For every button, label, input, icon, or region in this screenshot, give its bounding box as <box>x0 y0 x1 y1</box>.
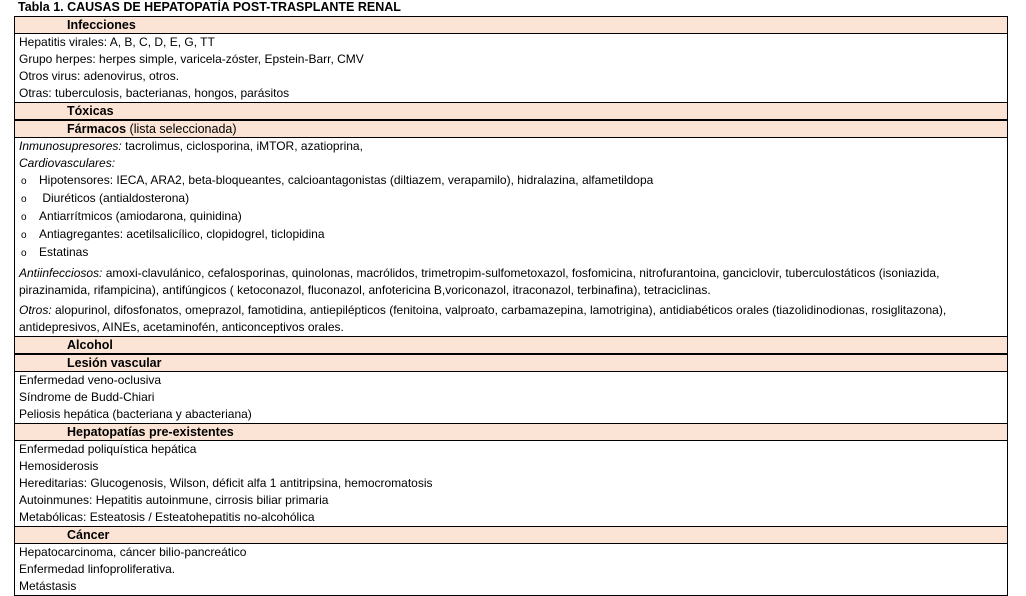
inmunosupresores-row <box>15 138 1007 155</box>
list-item-text: Antiagregantes: acetilsalicílico, clopidogrel, ticlopidina <box>39 227 325 241</box>
antiinfecciosos-label: Antiinfecciosos: <box>19 266 103 280</box>
hepatopathy-causes-table <box>14 16 1008 596</box>
section-header-toxicas: Tóxicas <box>15 102 1007 120</box>
otros-text: alopurinol, difosfonatos, omeprazol, famotidina, antiepilépticos (fenitoina, valproato, carbamazepina, lamotrigina), antidiabéticos orales (tiazolidinodionas, rosiglitazona), antidepresivos, AINEs, acetaminofén, anticonceptivos orales. <box>19 303 947 334</box>
table-row: Otros virus: adenovirus, otros. <box>19 69 180 83</box>
table-row: Hepatocarcinoma, cáncer bilio-pancreático <box>19 545 247 559</box>
bullet-icon: o <box>21 176 27 187</box>
section-header-farmacos <box>15 120 1007 138</box>
table-row: Hepatitis virales: A, B, C, D, E, G, TT <box>19 35 215 49</box>
table-row: Peliosis hepática (bacteriana y abacteriana) <box>19 407 252 421</box>
list-item-text: Hipotensores: IECA, ARA2, beta-bloqueantes, calcioantagonistas (diltiazem, verapamilo), hidralazina, alfametildopa <box>39 173 654 187</box>
section-header-preexistentes: Hepatopatías pre-existentes <box>15 423 1007 441</box>
list-item <box>15 172 1007 190</box>
bullet-icon: o <box>21 212 27 223</box>
bullet-icon: o <box>21 194 27 205</box>
table-title: Tabla 1. CAUSAS DE HEPATOPATÍA POST-TRASPLANTE RENAL <box>18 0 401 14</box>
list-item-text: Diuréticos (antialdosterona) <box>39 191 190 205</box>
list-item <box>15 190 1007 208</box>
table-row: Hemosiderosis <box>19 459 99 473</box>
inmunosupresores-text: tacrolimus, ciclosporina, iMTOR, azatioprina, <box>121 139 363 153</box>
list-item <box>15 226 1007 244</box>
list-item-text: Antiarrítmicos (amiodarona, quinidina) <box>39 209 242 223</box>
table-row: Otras: tuberculosis, bacterianas, hongos, parásitos <box>19 86 290 100</box>
table-row: Grupo herpes: herpes simple, varicela-zóster, Epstein-Barr, CMV <box>19 52 364 66</box>
otros-row <box>15 302 1007 336</box>
section-header-infecciones: Infecciones <box>15 17 1007 34</box>
list-item-text: Estatinas <box>39 245 89 259</box>
table-row: Hereditarias: Glucogenosis, Wilson, déficit alfa 1 antitripsina, hemocromatosis <box>19 476 433 490</box>
table-row: Síndrome de Budd-Chiari <box>19 390 155 404</box>
table-row: Metabólicas: Esteatosis / Esteatohepatitis no-alcohólica <box>19 510 315 524</box>
antiinfecciosos-row <box>15 265 1007 299</box>
otros-label: Otros: <box>19 303 52 317</box>
inmunosupresores-label: Inmunosupresores: <box>19 139 122 153</box>
farmacos-header-bold: Fármacos <box>67 122 127 136</box>
section-header-cancer: Cáncer <box>15 526 1007 544</box>
bullet-icon: o <box>21 230 27 241</box>
list-item <box>15 244 1007 262</box>
section-header-vascular: Lesión vascular <box>15 354 1007 372</box>
table-row: Enfermedad linfoproliferativa. <box>19 562 176 576</box>
section-header-alcohol: Alcohol <box>15 336 1007 354</box>
bullet-icon: o <box>21 248 27 259</box>
table-row: Enfermedad veno-oclusiva <box>19 373 162 387</box>
cardiovasculares-label: Cardiovasculares: <box>19 156 116 170</box>
farmacos-header-note: (lista seleccionada) <box>126 122 237 136</box>
table-row: Autoinmunes: Hepatitis autoinmune, cirrosis biliar primaria <box>19 493 329 507</box>
table-row: Enfermedad poliquística hepática <box>19 442 197 456</box>
table-row: Metástasis <box>19 579 77 593</box>
antiinfecciosos-text: amoxi-clavulánico, cefalosporinas, quinolonas, macrólidos, trimetropim-sulfometoxazol, fosfomicina, nitrofurantoina, ganciclovir, tuberculostáticos (isoniazida, pirazinamida, rifampicina), antifúngicos ( ketoconazol, fluconazol, anfotericina B,voriconazol, itraconazol, terbinafina), tetraciclinas. <box>19 266 940 297</box>
list-item <box>15 208 1007 226</box>
